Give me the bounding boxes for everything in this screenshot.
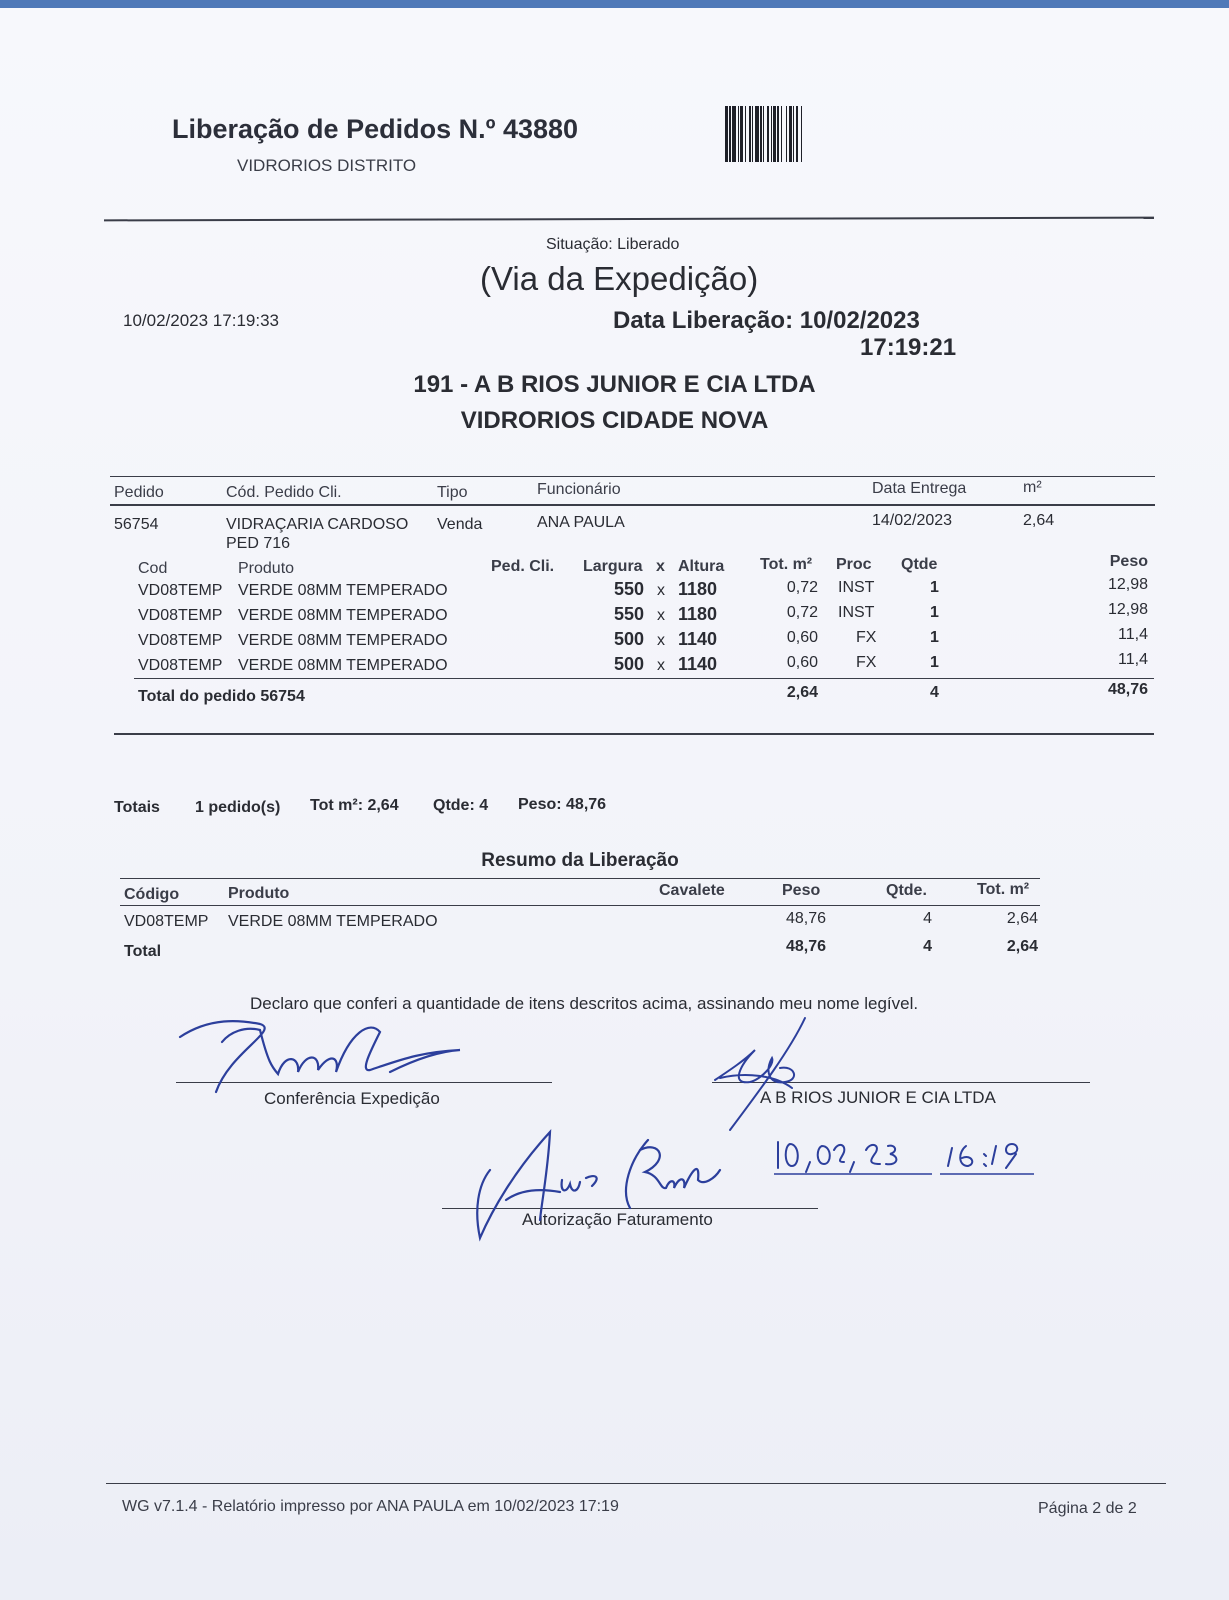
printed-timestamp: 10/02/2023 17:19:33 (123, 311, 279, 330)
top-edge (0, 0, 1229, 8)
order-header-rule (110, 504, 1155, 506)
client-name: 191 - A B RIOS JUNIOR E CIA LTDA (413, 371, 816, 398)
summary-top-rule (120, 878, 1040, 879)
summary-qtde: 4 (923, 910, 932, 927)
summary-total-label: Total (124, 943, 162, 960)
item-proc: FX (856, 629, 877, 646)
item-altura: 1180 (678, 579, 718, 599)
item-qtde: 1 (930, 629, 939, 646)
items-col-altura: Altura (678, 558, 725, 575)
order-employee: ANA PAULA (537, 514, 625, 531)
item-qtde: 1 (930, 604, 939, 621)
item-cod: VD08TEMP (138, 607, 223, 624)
item-produto: VERDE 08MM TEMPERADO (238, 632, 448, 649)
signature-label-autorizacao: Autorização Faturamento (522, 1210, 713, 1229)
item-largura: 500 (613, 629, 644, 649)
item-tot-m2: 0,72 (786, 604, 818, 621)
col-pedido: Pedido (114, 484, 164, 501)
items-col-proc: Proc (836, 556, 872, 573)
page-number: Página 2 de 2 (1038, 1500, 1137, 1517)
item-peso: 12,98 (1107, 576, 1148, 593)
release-date: Data Liberação: 10/02/2023 (613, 307, 920, 334)
item-largura: 550 (613, 604, 644, 624)
summary-col-cavalete: Cavalete (659, 882, 725, 899)
item-proc: INST (838, 604, 875, 621)
summary-total-qtde: 4 (923, 938, 932, 955)
summary-total-tot-m2: 2,64 (1006, 938, 1038, 955)
item-altura: 1140 (678, 629, 718, 649)
items-total-rule (134, 678, 1154, 679)
items-col-cod: Cod (138, 560, 168, 577)
item-largura: 550 (613, 579, 644, 599)
order-client-ref: PED 716 (226, 535, 291, 552)
item-x: x (657, 632, 665, 649)
order-type: Venda (437, 516, 483, 533)
items-col-qtde: Qtde (901, 556, 938, 573)
item-x: x (657, 607, 665, 624)
order-number: 56754 (114, 516, 159, 533)
order-client-code: VIDRAÇARIA CARDOSO (226, 516, 409, 533)
declaration-text: Declaro que conferi a quantidade de itens descritos acima, assinando meu nome legível. (250, 994, 919, 1013)
item-proc: FX (856, 654, 877, 671)
order-total-qtde: 4 (930, 684, 939, 701)
item-qtde: 1 (930, 654, 939, 671)
footer-rule (106, 1483, 1166, 1484)
header-divider (104, 217, 1154, 222)
col-data-entrega: Data Entrega (872, 480, 967, 497)
totals-label: Totais (114, 799, 160, 816)
order-bottom-rule (114, 733, 1154, 735)
item-cod: VD08TEMP (138, 657, 223, 674)
col-funcionario: Funcionário (537, 481, 621, 498)
item-cod: VD08TEMP (138, 632, 223, 649)
items-col-ped-cli: Ped. Cli. (491, 558, 555, 575)
item-x: x (657, 582, 665, 599)
summary-header-rule (120, 905, 1040, 906)
summary-col-tot-m2: Tot. m² (977, 881, 1030, 898)
totals-qtde: Qtde: 4 (433, 797, 489, 814)
item-cod: VD08TEMP (138, 582, 223, 599)
summary-produto: VERDE 08MM TEMPERADO (228, 913, 438, 930)
col-m2: m² (1023, 479, 1042, 496)
item-peso: 11,4 (1118, 651, 1148, 668)
summary-total-peso: 48,76 (785, 938, 826, 955)
signature-autorizacao-icon (470, 1130, 750, 1240)
item-produto: VERDE 08MM TEMPERADO (238, 582, 448, 599)
release-time: 17:19:21 (860, 334, 957, 361)
item-altura: 1180 (678, 604, 718, 624)
col-cod-pedido-cli: Cód. Pedido Cli. (226, 484, 342, 501)
order-total-m2: 2,64 (786, 684, 818, 701)
items-col-produto: Produto (238, 560, 295, 577)
items-col-tot-m2: Tot. m² (760, 556, 813, 573)
order-m2: 2,64 (1023, 512, 1055, 529)
summary-tot-m2: 2,64 (1006, 910, 1038, 927)
summary-col-produto: Produto (228, 885, 290, 902)
document-title: Liberação de Pedidos N.º 43880 (172, 114, 579, 144)
signature-label-conferencia: Conferência Expedição (264, 1089, 440, 1108)
signature-conferencia-icon (170, 1012, 480, 1092)
items-col-largura: Largura (583, 558, 643, 575)
item-produto: VERDE 08MM TEMPERADO (238, 657, 448, 674)
via-label: (Via da Expedição) (480, 260, 759, 297)
item-tot-m2: 0,60 (786, 654, 818, 671)
barcode-icon (725, 106, 911, 162)
status-text: Situação: Liberado (546, 236, 680, 253)
order-top-rule (110, 476, 1155, 477)
item-tot-m2: 0,72 (786, 579, 818, 596)
item-peso: 11,4 (1118, 626, 1148, 643)
order-total-peso: 48,76 (1107, 681, 1148, 698)
signature-empresa-icon (700, 1010, 830, 1135)
company-name: VIDRORIOS DISTRITO (237, 156, 417, 175)
summary-col-qtde: Qtde. (886, 882, 927, 899)
items-col-peso: Peso (1109, 553, 1148, 570)
order-delivery-date: 14/02/2023 (872, 512, 953, 529)
summary-col-codigo: Código (124, 886, 180, 903)
item-peso: 12,98 (1107, 601, 1148, 618)
item-proc: INST (838, 579, 875, 596)
summary-codigo: VD08TEMP (124, 913, 209, 930)
totals-peso: Peso: 48,76 (518, 796, 607, 813)
item-tot-m2: 0,60 (786, 629, 818, 646)
footer-printed-by: WG v7.1.4 - Relatório impresso por ANA PAULA em 10/02/2023 17:19 (122, 1498, 619, 1515)
totals-m2: Tot m²: 2,64 (310, 797, 399, 814)
item-qtde: 1 (930, 579, 939, 596)
col-tipo: Tipo (437, 484, 468, 501)
summary-peso: 48,76 (785, 910, 826, 927)
totals-pedidos: 1 pedido(s) (195, 799, 281, 816)
order-total-label: Total do pedido 56754 (138, 688, 305, 705)
client-branch: VIDRORIOS CIDADE NOVA (460, 407, 769, 434)
item-largura: 500 (613, 654, 644, 674)
item-x: x (657, 657, 665, 674)
item-altura: 1140 (678, 654, 718, 674)
summary-title: Resumo da Liberação (481, 850, 679, 871)
summary-col-peso: Peso (782, 882, 821, 899)
items-col-x: x (656, 558, 665, 575)
signature-label-empresa: A B RIOS JUNIOR E CIA LTDA (760, 1088, 996, 1107)
item-produto: VERDE 08MM TEMPERADO (238, 607, 448, 624)
handwritten-date-icon (772, 1132, 1072, 1176)
